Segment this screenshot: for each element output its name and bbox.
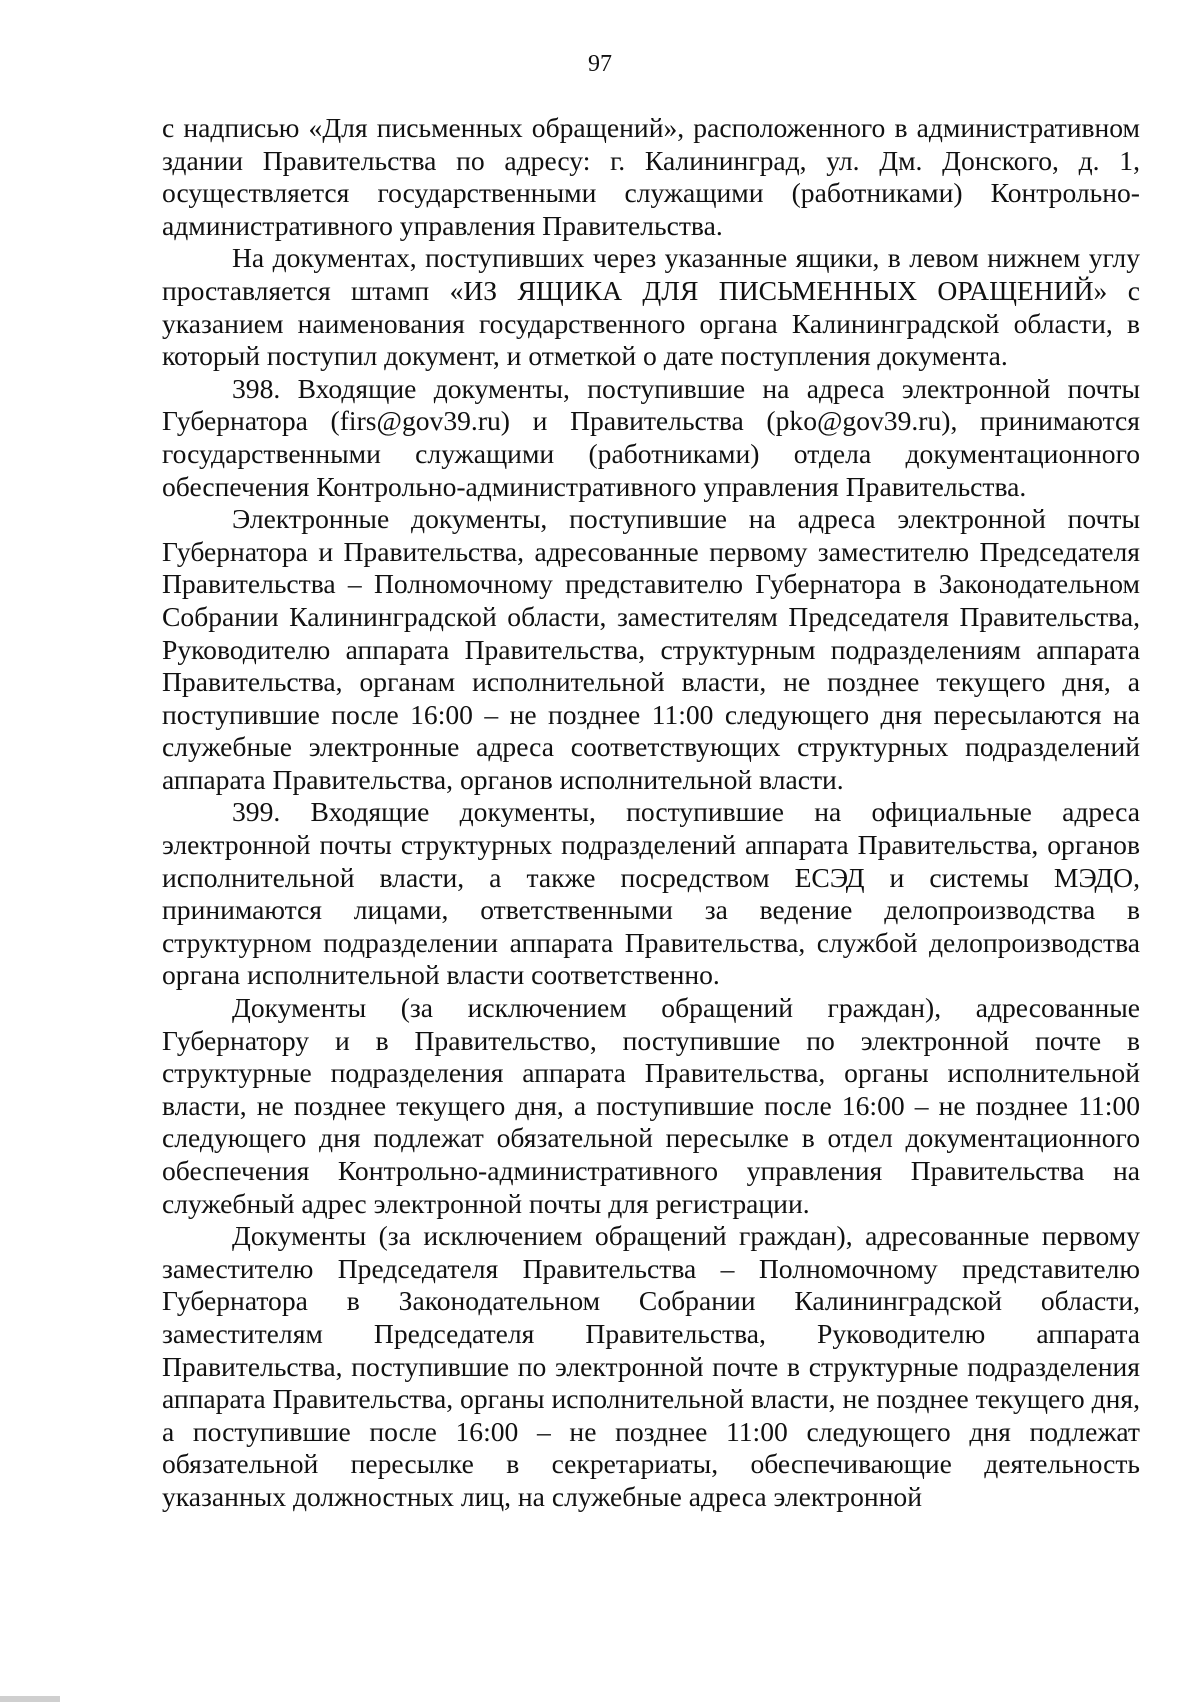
paragraph-electronic-documents: Электронные документы, поступившие на адреса электронной почты Губернатора и Правительства, адресованные первому заместителю Председателя Правительства – Полномочному представителю Губернатора в Законодательном Собрании Калининградской области, заместителям Председателя Правительства, Руководителю аппарата Правительства, структурным подразделениям аппарата Правительства, органам исполнительной власти, не позднее текущего дня, а поступившие после 16:00 – не позднее 11:00 следующего дня пересылаются на служебные электронные адреса соответствующих структурных подразделений аппарата Правительства, органов исполнительной власти. (162, 503, 1140, 795)
paragraph-398: 398. Входящие документы, поступившие на адреса электронной почты Губернатора (firs@gov39.ru) и Правительства (pko@gov39.ru), принимаются государственными служащими (работниками) отдела документационного обеспечения Контрольно-административного управления Правительства. (162, 372, 1140, 502)
page-number: 97 (588, 51, 612, 77)
paragraph-documents-deputies: Документы (за исключением обращений граждан), адресованные первому заместителю Председателя Правительства – Полномочному представителю Губернатора в Законодательном Собрании Калининградской области, заместителям Председателя Правительства, Руководителю аппарата Правительства, поступившие по электронной почте в структурные подразделения аппарата Правительства, органы исполнительной власти, не позднее текущего дня, а поступившие после 16:00 – не позднее 11:00 следующего дня подлежат обязательной пересылке в секретариаты, обеспечивающие деятельность указанных должностных лиц, на служебные адреса электронной (162, 1220, 1140, 1512)
paragraph-stamp-note: На документах, поступивших через указанные ящики, в левом нижнем углу проставляется штамп «ИЗ ЯЩИКА ДЛЯ ПИСЬМЕННЫХ ОРАЩЕНИЙ» с указанием наименования государственного органа Калининградской области, в который поступил документ, и отметкой о дате поступления документа. (162, 242, 1140, 372)
paragraph-399: 399. Входящие документы, поступившие на официальные адреса электронной почты структурных подразделений аппарата Правительства, органов исполнительной власти, а также посредством ЕСЭД и системы МЭДО, принимаются лицами, ответственными за ведение делопроизводства в структурном подразделении аппарата Правительства, службой делопроизводства органа исполнительной власти соответственно. (162, 796, 1140, 991)
paragraph-continuation: с надписью «Для письменных обращений», расположенного в административном здании Правительства по адресу: г. Калининград, ул. Дм. Донского, д. 1, осуществляется государственными служащими (работниками) Контрольно-административного управления Правительства. (162, 112, 1140, 241)
scan-edge-mark (0, 1696, 60, 1702)
paragraph-documents-governor: Документы (за исключением обращений граждан), адресованные Губернатору и в Правительство, поступившие по электронной почте в структурные подразделения аппарата Правительства, органы исполнительной власти, не позднее текущего дня, а поступившие после 16:00 – не позднее 11:00 следующего дня подлежат обязательной пересылке в отдел документационного обеспечения Контрольно-административного управления Правительства на служебный адрес электронной почты для регистрации. (162, 992, 1140, 1219)
document-body (162, 112, 1140, 1514)
